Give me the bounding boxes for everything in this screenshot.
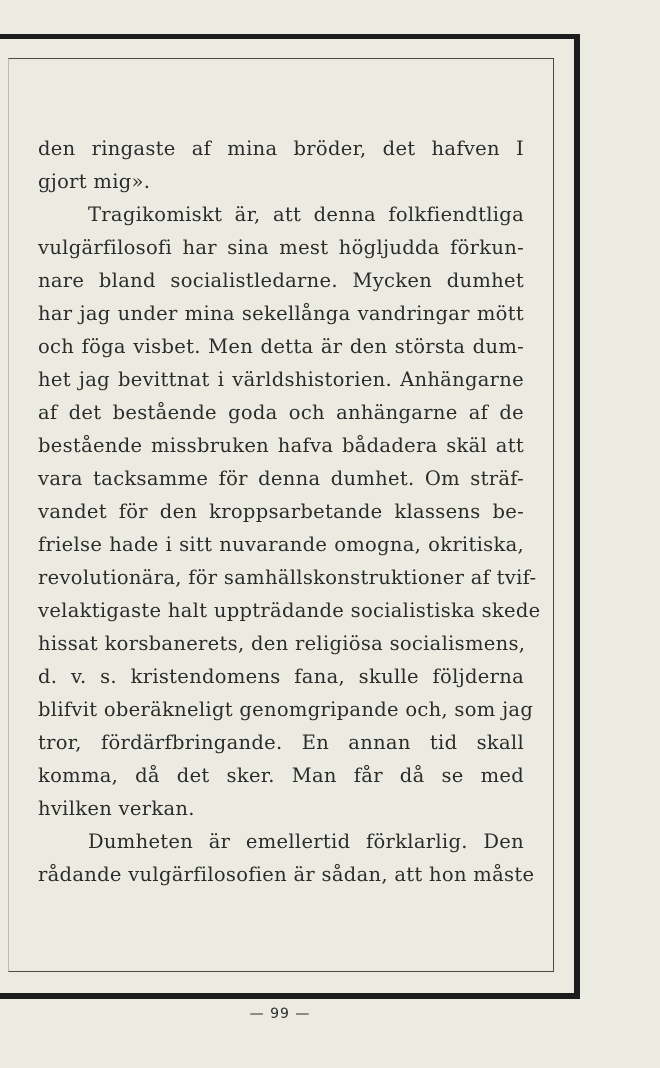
text-line: blifvit oberäkneligt genomgripande och, som jag <box>38 698 534 721</box>
page-border-right <box>574 34 580 998</box>
text-line: Dumheten är emellertid förklarlig. Den <box>88 830 524 853</box>
text-line: d. v. s. kristendomens fana, skulle följderna <box>38 665 524 688</box>
page-border-top <box>0 34 578 39</box>
text-line: tror, fördärfbringande. En annan tid skall <box>38 731 524 754</box>
text-line: frielse hade i sitt nuvarande omogna, okritiska, <box>38 533 524 556</box>
text-line: velaktigaste halt uppträdande socialistiska skede <box>38 599 541 622</box>
text-line: revolutionära, för samhällskonstruktioner af tvif- <box>38 566 537 589</box>
page-number: — 99 — <box>249 1006 311 1022</box>
text-line: af det bestående goda och anhängarne af de <box>38 401 524 424</box>
text-line: gjort mig». <box>38 170 151 193</box>
text-line: Tragikomiskt är, att denna folkfiendtliga <box>88 203 524 226</box>
body-text <box>38 132 541 891</box>
text-line: vara tacksamme för denna dumhet. Om sträf- <box>38 467 524 490</box>
text-line: hissat korsbanerets, den religiösa socialismens, <box>38 632 526 655</box>
text-line: bestående missbruken hafva bådadera skäl att <box>38 434 524 457</box>
page-border-bottom <box>0 993 580 999</box>
text-line: het jag bevittnat i världshistorien. Anhängarne <box>38 368 524 391</box>
text-line: den ringaste af mina bröder, det hafven I <box>38 137 524 160</box>
text-line: hvilken verkan. <box>38 797 195 820</box>
text-line: och föga visbet. Men detta är den största dum- <box>38 335 524 358</box>
text-line: vulgärfilosofi har sina mest högljudda förkun- <box>38 236 524 259</box>
text-line: har jag under mina sekellånga vandringar mött <box>38 302 524 325</box>
text-line: komma, då det sker. Man får då se med <box>38 764 524 787</box>
text-line: vandet för den kroppsarbetande klassens be- <box>38 500 524 523</box>
text-line: rådande vulgärfilosofien är sådan, att hon måste <box>38 863 535 886</box>
text-line: nare bland socialistledarne. Mycken dumhet <box>38 269 524 292</box>
